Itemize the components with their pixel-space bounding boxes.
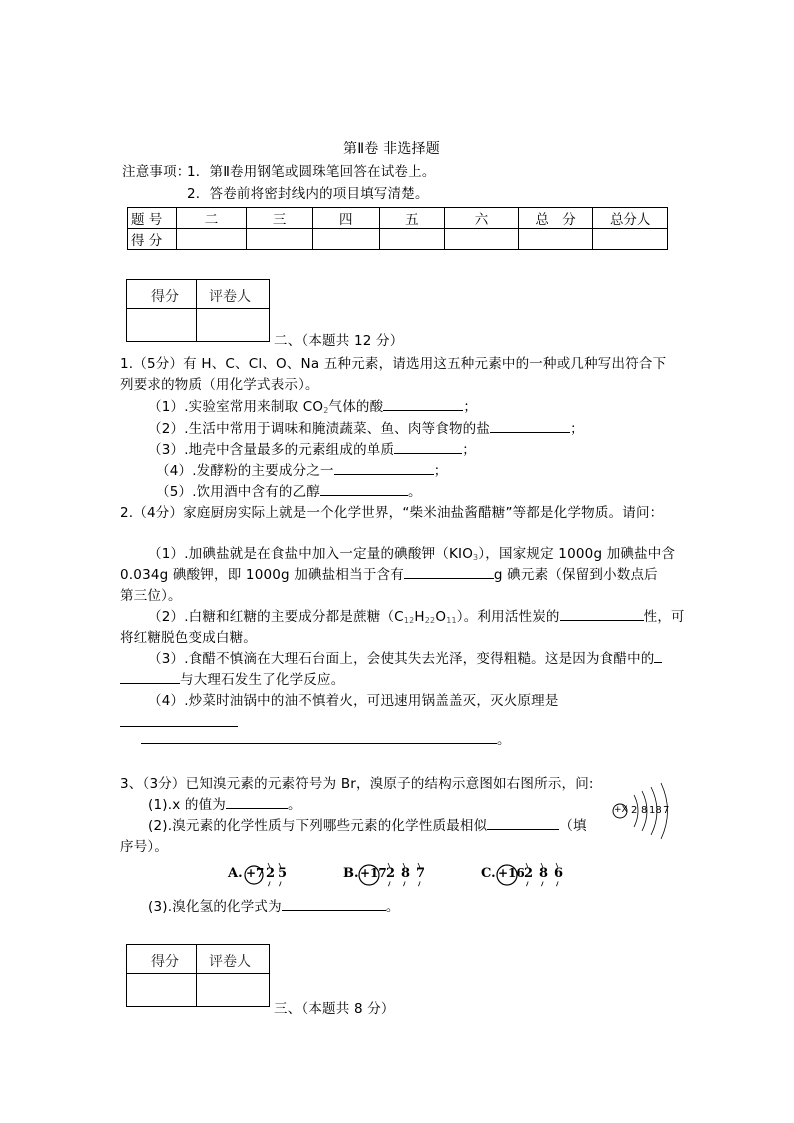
score-table-value-row	[128, 229, 668, 250]
text: 0.034g 碘酸钾，即 1000g 加碘盐相当于含有	[120, 567, 404, 583]
option-a	[228, 860, 298, 890]
row-label: 得 分	[128, 229, 177, 250]
q1-item-2-text: （2）.生活中常用于调味和腌渍蔬菜、鱼、肉等食物的盐	[148, 421, 491, 437]
text: （3）.食醋不慎滴在大理石台面上，会使其失去光泽，变得粗糙。这是因为食醋中的	[148, 651, 655, 667]
q1-item-5	[156, 483, 422, 501]
q1-answer-5[interactable]	[320, 483, 408, 496]
q1-item-1-text: （1）.实验室常用来制取 CO	[148, 399, 324, 415]
shell-3: 18	[649, 805, 662, 816]
shell: 2	[266, 866, 276, 881]
header-cell-4: 四	[312, 208, 379, 229]
q1-item-3	[148, 441, 476, 459]
q1-item-5-text: （5）.饮用酒中含有的乙醇	[156, 484, 320, 500]
q1-stem-line1: 1.（5分）有 H、C、Cl、O、Na 五种元素，请选用这五种元素中的一种或几种写出符合下	[120, 356, 667, 372]
page-title: 第Ⅱ卷 非选择题	[343, 141, 440, 157]
q3-answer-2[interactable]	[487, 817, 559, 830]
note-2: 2．答卷前将密封线内的项目填写清楚。	[187, 186, 429, 202]
punct: 。	[385, 899, 400, 915]
header-cell-total: 总 分	[518, 208, 593, 229]
text: H	[414, 609, 425, 625]
header-cell-label: 题 号	[128, 208, 177, 229]
score-cell-total[interactable]	[518, 229, 593, 250]
option-label: B.	[343, 866, 359, 881]
nucleus: +16	[498, 866, 525, 880]
text: ）。利用活性炭的	[456, 609, 560, 625]
text: (1).x 的值为	[148, 797, 226, 813]
score-cell-3[interactable]	[247, 229, 313, 250]
q2-part3-line2	[120, 671, 344, 689]
q1-answer-1[interactable]	[383, 398, 463, 411]
text: (3).溴化氢的化学式为	[148, 899, 282, 915]
section3-title: 三、（本题共 8 分）	[274, 1001, 395, 1017]
nucleus: +17	[360, 866, 387, 880]
shell: 7	[416, 866, 426, 881]
grader-score-field[interactable]	[127, 974, 196, 1006]
punct: 。	[288, 797, 302, 813]
option-c	[481, 860, 571, 890]
q2-answer-4-line2[interactable]	[141, 743, 497, 744]
q2-part3-line1	[148, 650, 662, 668]
q3-part3	[148, 898, 400, 916]
punct: ；	[463, 399, 478, 415]
shell: 8	[401, 866, 411, 881]
q2-answer-1[interactable]	[404, 566, 494, 579]
text: g 碘元素（保留到小数点后	[493, 567, 658, 583]
notes-label: 注意事项：	[122, 164, 191, 180]
grader-name-label: 评卷人	[209, 954, 251, 970]
option-b	[343, 860, 433, 890]
text: 性，可	[643, 609, 685, 625]
q2-part1-line2	[120, 566, 658, 584]
punct: 。	[407, 484, 422, 500]
punct: 。	[497, 732, 511, 748]
q2-part1-line3: 第三位）。	[120, 588, 182, 604]
text: （填	[559, 818, 587, 834]
score-cell-6[interactable]	[445, 229, 519, 250]
shell: 6	[554, 866, 564, 881]
nucleus: +7	[246, 866, 265, 880]
score-table	[127, 207, 668, 250]
score-table-header-row	[128, 208, 668, 229]
q3-answer-1[interactable]	[226, 796, 288, 809]
header-cell-scorer: 总分人	[593, 208, 668, 229]
header-cell-5: 五	[379, 208, 445, 229]
q1-item-2	[148, 420, 584, 438]
q2-answer-2[interactable]	[560, 608, 644, 621]
score-cell-scorer[interactable]	[593, 229, 668, 250]
grader-score-field[interactable]	[127, 309, 196, 341]
shell: 8	[539, 866, 549, 881]
shell: 2	[386, 866, 396, 881]
q2-part2-line2: 将红糖脱色变成白糖。	[120, 630, 257, 646]
grader-box-section3	[126, 944, 270, 1007]
bromine-atom-diagram	[612, 781, 684, 841]
q1-item-4-text: （4）.发酵粉的主要成分之一	[156, 463, 334, 479]
q1-item-1-text2: 气体的酸	[328, 399, 384, 415]
q2-part2-line1	[148, 608, 685, 630]
shell: 5	[278, 866, 288, 881]
shell-1: 2	[631, 805, 638, 816]
q1-stem-line2: 列要求的物质（用化学式表示）。	[120, 377, 319, 393]
score-cell-5[interactable]	[379, 229, 445, 250]
shell-2: 8	[641, 805, 648, 816]
option-label: C.	[481, 866, 496, 881]
shell-4: 7	[663, 805, 670, 816]
q1-item-1	[148, 398, 477, 420]
subscript: 2	[323, 406, 329, 415]
q3-part2-line1	[148, 817, 587, 835]
grader-name-field[interactable]	[197, 309, 269, 341]
q3-part2-line2: 序号）。	[120, 839, 169, 855]
punct: ；	[570, 421, 584, 437]
grader-score-label: 得分	[151, 289, 179, 305]
note-1: 1．第Ⅱ卷用钢笔或圆珠笔回答在试卷上。	[187, 164, 436, 180]
header-cell-6: 六	[445, 208, 519, 229]
section2-title: 二、（本题共 12 分）	[274, 333, 404, 349]
punct: ；	[433, 463, 448, 479]
punct: ；	[462, 442, 476, 458]
text: 与大理石发生了化学反应。	[180, 672, 345, 688]
q1-item-3-text: （3）.地壳中含量最多的元素组成的单质	[148, 442, 395, 458]
header-cell-3: 三	[247, 208, 313, 229]
option-label: A.	[228, 866, 243, 881]
q3-stem: 3、（3分）已知溴元素的元素符号为 Br，溴原子的结构示意图如右图所示，问:	[120, 776, 594, 792]
text: O	[435, 609, 447, 625]
q3-part1	[148, 796, 302, 814]
q2-stem: 2.（4分）家庭厨房实际上就是一个化学世界，“柴米油盐酱醋糖”等都是化学物质。请问：	[120, 505, 664, 521]
q1-item-4	[156, 462, 447, 480]
q2-part4-line1: （4）.炒菜时油锅中的油不慎着火，可迅速用锅盖盖灭，灭火原理是	[148, 693, 559, 709]
q1-answer-3[interactable]	[394, 441, 462, 454]
q3-answer-3[interactable]	[282, 898, 386, 911]
text: （1）.加碘盐就是在食盐中加入一定量的碘酸钾（KIO	[148, 546, 474, 562]
grader-name-label: 评卷人	[209, 289, 251, 305]
subscript: 11	[446, 616, 457, 625]
text: (2).溴元素的化学性质与下列哪些元素的化学性质最相似	[148, 818, 488, 834]
subscript: 3	[473, 553, 479, 562]
grader-box-section2	[126, 279, 270, 342]
score-cell-2[interactable]	[176, 229, 247, 250]
q2-answer-3-start[interactable]	[654, 650, 662, 663]
q2-answer-3[interactable]	[120, 671, 180, 684]
shell: 2	[524, 866, 534, 881]
q1-answer-2[interactable]	[490, 420, 570, 433]
score-cell-4[interactable]	[312, 229, 379, 250]
text: ），国家规定 1000g 加碘盐中含	[478, 546, 676, 562]
nucleus-label: +X	[614, 805, 628, 815]
q2-answer-4-line1[interactable]	[120, 726, 238, 727]
q2-part1-line1	[148, 545, 675, 567]
subscript: 22	[424, 616, 436, 625]
subscript: 12	[403, 616, 415, 625]
grader-name-field[interactable]	[197, 974, 269, 1006]
q1-answer-4[interactable]	[334, 462, 434, 475]
grader-score-label: 得分	[151, 954, 179, 970]
text: （2）.白糖和红糖的主要成分都是蔗糖（C	[148, 609, 404, 625]
header-cell-2: 二	[176, 208, 247, 229]
